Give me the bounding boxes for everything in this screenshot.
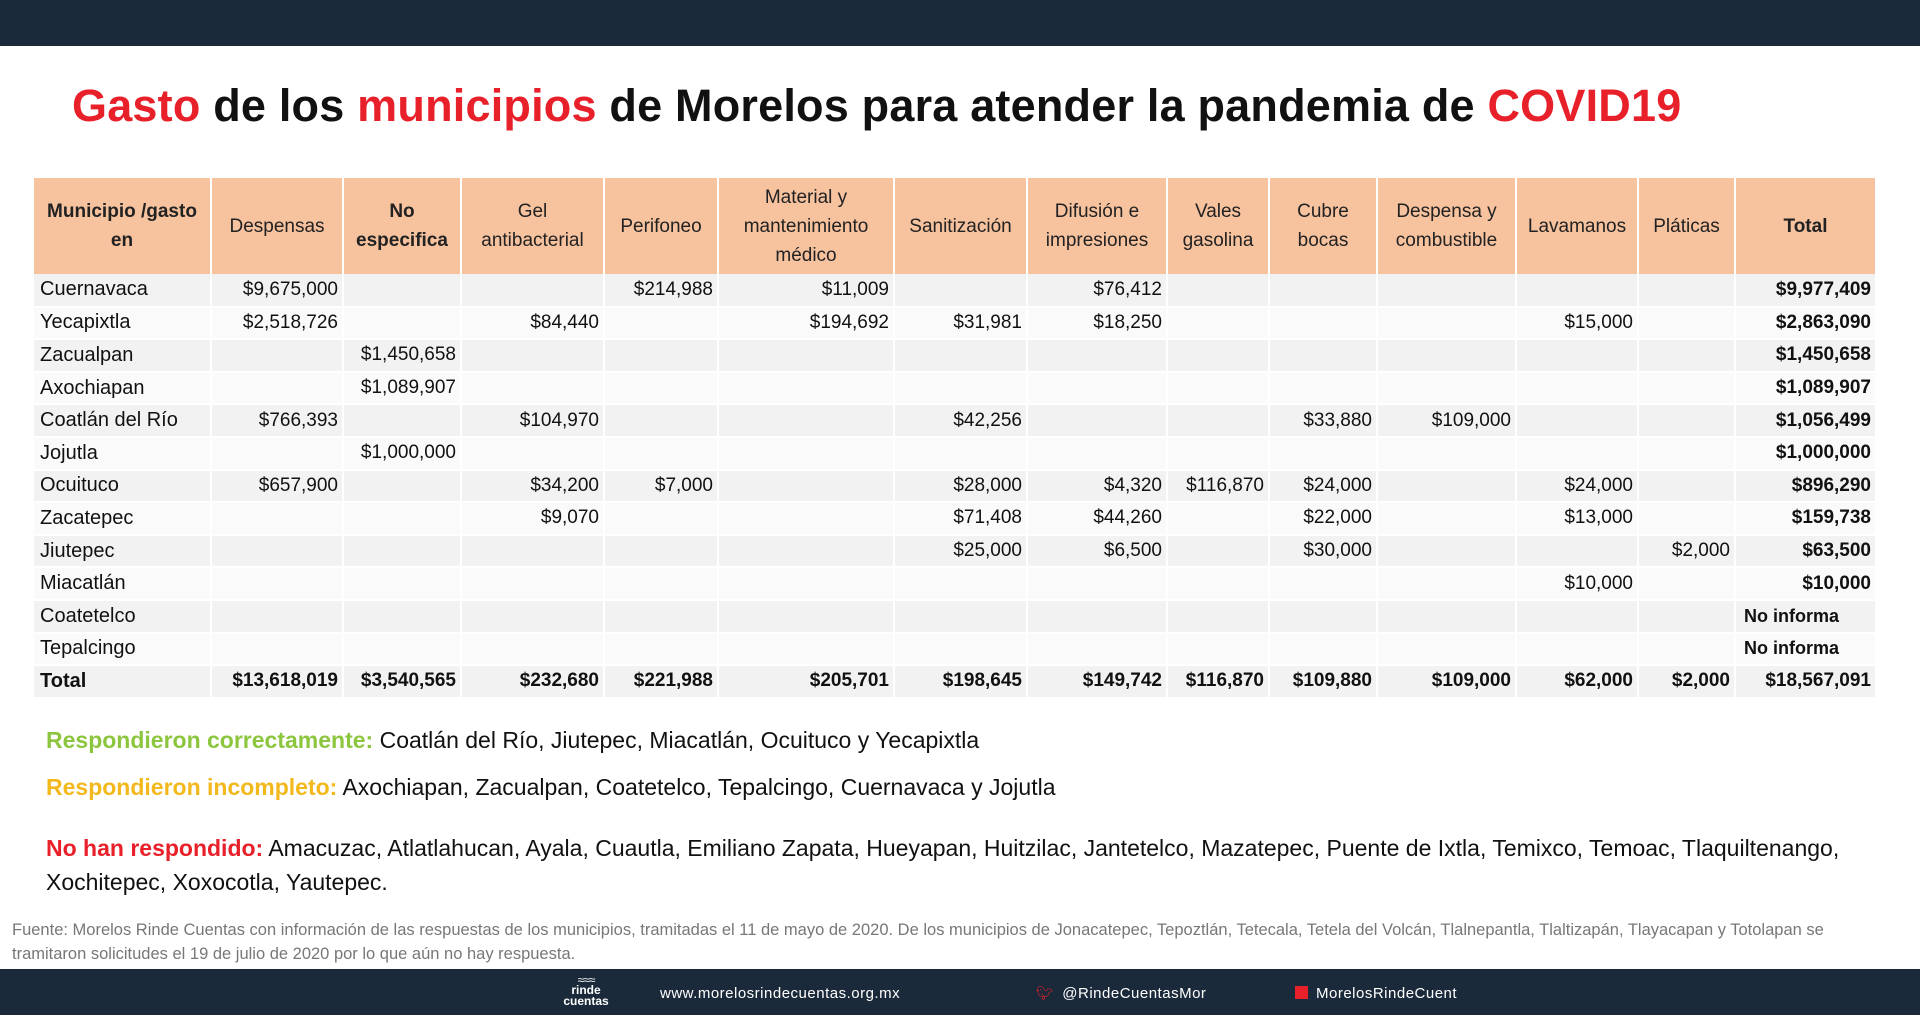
table-cell [1027, 437, 1167, 470]
table-cell [343, 470, 461, 503]
table-cell: $33,880 [1269, 404, 1377, 437]
table-cell: $15,000 [1516, 307, 1638, 340]
table-cell [604, 437, 718, 470]
table-cell: $198,645 [894, 665, 1027, 698]
column-header: Total [1735, 178, 1876, 274]
header-row [34, 178, 1876, 274]
table-cell: $1,000,000 [343, 437, 461, 470]
table-cell [1167, 307, 1269, 340]
municipality-name: Ocuituco [34, 470, 211, 503]
table-cell [604, 372, 718, 405]
table-row [34, 633, 1876, 666]
row-total-cell: $63,500 [1735, 535, 1876, 568]
row-total-cell: $1,450,658 [1735, 339, 1876, 372]
responded-incomplete [46, 774, 1056, 801]
table-cell: $44,260 [1027, 502, 1167, 535]
table-cell [461, 274, 604, 307]
row-total-cell: $10,000 [1735, 567, 1876, 600]
table-cell: $11,009 [718, 274, 894, 307]
table-cell [1638, 600, 1735, 633]
table-cell [1167, 339, 1269, 372]
title-word-gasto: Gasto [72, 80, 201, 131]
title-word-covid19: COVID19 [1487, 80, 1682, 131]
table-cell [604, 307, 718, 340]
row-total-cell: $1,089,907 [1735, 372, 1876, 405]
responded-correctly-list: Coatlán del Río, Jiutepec, Miacatlán, Ocuituco y Yecapixtla [373, 727, 980, 753]
table-cell: $4,320 [1027, 470, 1167, 503]
row-total-cell: $2,863,090 [1735, 307, 1876, 340]
table-cell [1377, 600, 1516, 633]
website-link[interactable]: www.morelosrindecuentas.org.mx [660, 985, 901, 1002]
table-cell: $1,450,658 [343, 339, 461, 372]
title-part-2: de los [200, 80, 358, 131]
table-cell [1516, 633, 1638, 666]
table-cell [1377, 470, 1516, 503]
municipality-name: Coatlán del Río [34, 404, 211, 437]
table-cell [343, 502, 461, 535]
table-cell: $9,675,000 [211, 274, 343, 307]
table-cell: $42,256 [894, 404, 1027, 437]
table-cell [461, 535, 604, 568]
table-cell [211, 567, 343, 600]
column-header: Despensa y combustible [1377, 178, 1516, 274]
table-cell [343, 600, 461, 633]
column-header: No especifica [343, 178, 461, 274]
table-cell [718, 339, 894, 372]
table-cell [1638, 437, 1735, 470]
table-cell [343, 567, 461, 600]
table-cell [1167, 274, 1269, 307]
table-cell [894, 633, 1027, 666]
table-cell [718, 535, 894, 568]
table-cell [461, 633, 604, 666]
table-cell [604, 502, 718, 535]
column-header: Pláticas [1638, 178, 1735, 274]
table-cell [1167, 502, 1269, 535]
table-cell [1516, 339, 1638, 372]
table-cell [1377, 535, 1516, 568]
table-cell [1516, 600, 1638, 633]
table-cell [1638, 404, 1735, 437]
table-cell: $25,000 [894, 535, 1027, 568]
row-total-cell: No informa [1735, 600, 1876, 633]
table-cell: $116,870 [1167, 665, 1269, 698]
table-cell [718, 470, 894, 503]
table-cell: $2,518,726 [211, 307, 343, 340]
twitter-bird-icon: 🐦︎ [1036, 985, 1055, 1001]
column-header: Sanitización [894, 178, 1027, 274]
table-body [34, 274, 1876, 698]
table-cell: $221,988 [604, 665, 718, 698]
row-total-cell: $159,738 [1735, 502, 1876, 535]
table-cell [343, 633, 461, 666]
municipality-name: Coatetelco [34, 600, 211, 633]
table-cell [1027, 404, 1167, 437]
table-cell [604, 600, 718, 633]
table-cell [1269, 633, 1377, 666]
table-cell [894, 437, 1027, 470]
table-cell [1027, 372, 1167, 405]
table-cell [1638, 307, 1735, 340]
table-cell: $6,500 [1027, 535, 1167, 568]
table-cell [894, 567, 1027, 600]
table-cell: $3,540,565 [343, 665, 461, 698]
table-cell [461, 372, 604, 405]
table-cell [1027, 600, 1167, 633]
table-cell [894, 339, 1027, 372]
table-cell: $24,000 [1269, 470, 1377, 503]
table-cell [1027, 633, 1167, 666]
table-cell [604, 633, 718, 666]
municipality-name: Jiutepec [34, 535, 211, 568]
table-cell [211, 437, 343, 470]
table-cell [1516, 404, 1638, 437]
table-cell [211, 600, 343, 633]
table-cell: $71,408 [894, 502, 1027, 535]
table-cell: $194,692 [718, 307, 894, 340]
logo-line-2: cuentas [563, 994, 609, 1008]
table-cell [1269, 567, 1377, 600]
column-header: Gel antibacterial [461, 178, 604, 274]
table-cell [1377, 274, 1516, 307]
municipality-name: Zacualpan [34, 339, 211, 372]
table-row [34, 502, 1876, 535]
row-total-cell: $9,977,409 [1735, 274, 1876, 307]
table-cell [1269, 274, 1377, 307]
municipality-name: Yecapixtla [34, 307, 211, 340]
table-cell [718, 372, 894, 405]
row-total-cell: No informa [1735, 633, 1876, 666]
municipality-name: Jojutla [34, 437, 211, 470]
table-cell [1638, 274, 1735, 307]
table-row [34, 372, 1876, 405]
table-cell: $7,000 [604, 470, 718, 503]
table-cell: $9,070 [461, 502, 604, 535]
table-cell [211, 502, 343, 535]
table-cell: $109,000 [1377, 404, 1516, 437]
table-cell [894, 600, 1027, 633]
table-cell [1269, 339, 1377, 372]
table-cell [1638, 470, 1735, 503]
table-cell: $34,200 [461, 470, 604, 503]
table-cell: $30,000 [1269, 535, 1377, 568]
table-cell: $109,880 [1269, 665, 1377, 698]
table-cell: $28,000 [894, 470, 1027, 503]
table-cell [604, 404, 718, 437]
table-row [34, 535, 1876, 568]
table-cell [1516, 372, 1638, 405]
table-cell [1638, 502, 1735, 535]
not-responded [46, 831, 1876, 899]
facebook-icon [1295, 986, 1308, 999]
rinde-cuentas-logo [540, 975, 632, 1009]
table-cell [1269, 372, 1377, 405]
municipality-name: Tepalcingo [34, 633, 211, 666]
table-cell [1638, 339, 1735, 372]
table-cell [1377, 372, 1516, 405]
logo-line-1: rinde [571, 983, 601, 997]
table-row [34, 437, 1876, 470]
table-cell [1269, 307, 1377, 340]
table-cell [1638, 372, 1735, 405]
facebook-link[interactable] [1295, 985, 1457, 1002]
municipality-name: Axochiapan [34, 372, 211, 405]
table-cell: $13,618,019 [211, 665, 343, 698]
table-cell [604, 567, 718, 600]
table-cell: $205,701 [718, 665, 894, 698]
table-cell: $2,000 [1638, 535, 1735, 568]
table-cell [718, 404, 894, 437]
top-bar [0, 0, 1920, 46]
table-cell: $766,393 [211, 404, 343, 437]
table-cell [1377, 307, 1516, 340]
table-cell: $214,988 [604, 274, 718, 307]
table-cell [718, 502, 894, 535]
table-cell [1167, 633, 1269, 666]
table-cell: $31,981 [894, 307, 1027, 340]
table-cell: $109,000 [1377, 665, 1516, 698]
table-header [34, 178, 1876, 274]
table-row [34, 600, 1876, 633]
table-row [34, 470, 1876, 503]
table-cell [211, 339, 343, 372]
column-header: Cubre bocas [1269, 178, 1377, 274]
table-cell [1167, 535, 1269, 568]
table-cell [461, 339, 604, 372]
table-cell [343, 535, 461, 568]
table-cell [343, 307, 461, 340]
column-header: Lavamanos [1516, 178, 1638, 274]
table-cell [211, 633, 343, 666]
table-cell [894, 274, 1027, 307]
table-cell [343, 274, 461, 307]
table-row [34, 274, 1876, 307]
table-cell: $13,000 [1516, 502, 1638, 535]
title-part-4: de Morelos para atender la pandemia de [596, 80, 1488, 131]
expense-table [34, 178, 1877, 699]
table-cell: $24,000 [1516, 470, 1638, 503]
twitter-link[interactable] [1036, 985, 1206, 1002]
table-cell [1167, 404, 1269, 437]
expense-table-container [34, 178, 1876, 699]
table-cell: $232,680 [461, 665, 604, 698]
column-header: Difusión e impresiones [1027, 178, 1167, 274]
facebook-handle: MorelosRindeCuent [1316, 985, 1458, 1002]
bottom-bar [0, 969, 1920, 1015]
twitter-handle: @RindeCuentasMor [1062, 985, 1207, 1002]
table-cell [1167, 600, 1269, 633]
responded-correctly [46, 727, 979, 754]
table-cell [211, 535, 343, 568]
table-cell: $657,900 [211, 470, 343, 503]
table-cell [1638, 633, 1735, 666]
responded-correctly-label: Respondieron correctamente: [46, 727, 374, 753]
row-total-cell: $1,000,000 [1735, 437, 1876, 470]
table-cell [1269, 437, 1377, 470]
source-note: Fuente: Morelos Rinde Cuentas con información de las respuestas de los municipios, tramitadas el 11 de mayo de 2020. De los municipios de Jonacatepec, Tepoztlán, Tetecala, Tetela del Volcán, Tlalnepantla, Tlaltizapán, Tlayacapan y Totolapan se tramitaron solicitudes el 19 de julio de 2020 por lo que aún no hay respuesta. [12, 921, 1824, 963]
table-cell [1377, 437, 1516, 470]
table-cell [718, 600, 894, 633]
table-cell [211, 372, 343, 405]
table-cell [1027, 567, 1167, 600]
table-cell [1638, 567, 1735, 600]
table-cell [1516, 535, 1638, 568]
table-cell: $2,000 [1638, 665, 1735, 698]
table-cell [1377, 633, 1516, 666]
table-cell: $84,440 [461, 307, 604, 340]
table-cell [461, 567, 604, 600]
table-cell [1027, 339, 1167, 372]
table-cell: $104,970 [461, 404, 604, 437]
table-cell [718, 437, 894, 470]
table-cell [604, 339, 718, 372]
municipality-name: Total [34, 665, 211, 698]
column-header: Despensas [211, 178, 343, 274]
table-cell [1377, 502, 1516, 535]
table-cell [343, 404, 461, 437]
municipality-name: Cuernavaca [34, 274, 211, 307]
table-row [34, 567, 1876, 600]
table-row [34, 307, 1876, 340]
table-cell [461, 600, 604, 633]
table-cell [1167, 372, 1269, 405]
row-total-cell: $18,567,091 [1735, 665, 1876, 698]
table-cell: $62,000 [1516, 665, 1638, 698]
table-cell [1269, 600, 1377, 633]
municipality-name: Miacatlán [34, 567, 211, 600]
total-row [34, 665, 1876, 698]
not-responded-label: No han respondido: [46, 835, 264, 861]
row-total-cell: $896,290 [1735, 470, 1876, 503]
table-cell [718, 567, 894, 600]
row-total-cell: $1,056,499 [1735, 404, 1876, 437]
title-word-municipios: municipios [357, 80, 597, 131]
column-header: Perifoneo [604, 178, 718, 274]
table-cell: $149,742 [1027, 665, 1167, 698]
table-row [34, 339, 1876, 372]
table-cell: $76,412 [1027, 274, 1167, 307]
table-cell [604, 535, 718, 568]
table-cell [894, 372, 1027, 405]
column-header: Material y mantenimiento médico [718, 178, 894, 274]
page-title [72, 80, 1681, 132]
table-row [34, 404, 1876, 437]
table-cell: $10,000 [1516, 567, 1638, 600]
table-cell: $1,089,907 [343, 372, 461, 405]
column-header: Municipio /gasto en [34, 178, 211, 274]
table-cell [461, 437, 604, 470]
table-cell [1516, 437, 1638, 470]
table-cell: $116,870 [1167, 470, 1269, 503]
responded-incomplete-label: Respondieron incompleto: [46, 774, 338, 800]
table-cell: $18,250 [1027, 307, 1167, 340]
table-cell [1167, 437, 1269, 470]
table-cell: $22,000 [1269, 502, 1377, 535]
table-cell [718, 633, 894, 666]
responded-incomplete-list: Axochiapan, Zacualpan, Coatetelco, Tepalcingo, Cuernavaca y Jojutla [337, 774, 1056, 800]
logo-wave-icon: ≈≈≈ [577, 973, 595, 987]
not-responded-list: Amacuzac, Atlatlahucan, Ayala, Cuautla, Emiliano Zapata, Hueyapan, Huitzilac, Jantetelco, Mazatepec, Puente de Ixtla, Temixco, Temoac, Tlaquiltenango, Xochitepec, Xoxocotla, Yautepec. [46, 835, 1840, 895]
table-cell [1167, 567, 1269, 600]
table-cell [1377, 567, 1516, 600]
table-cell [1516, 274, 1638, 307]
municipality-name: Zacatepec [34, 502, 211, 535]
column-header: Vales gasolina [1167, 178, 1269, 274]
table-cell [1377, 339, 1516, 372]
